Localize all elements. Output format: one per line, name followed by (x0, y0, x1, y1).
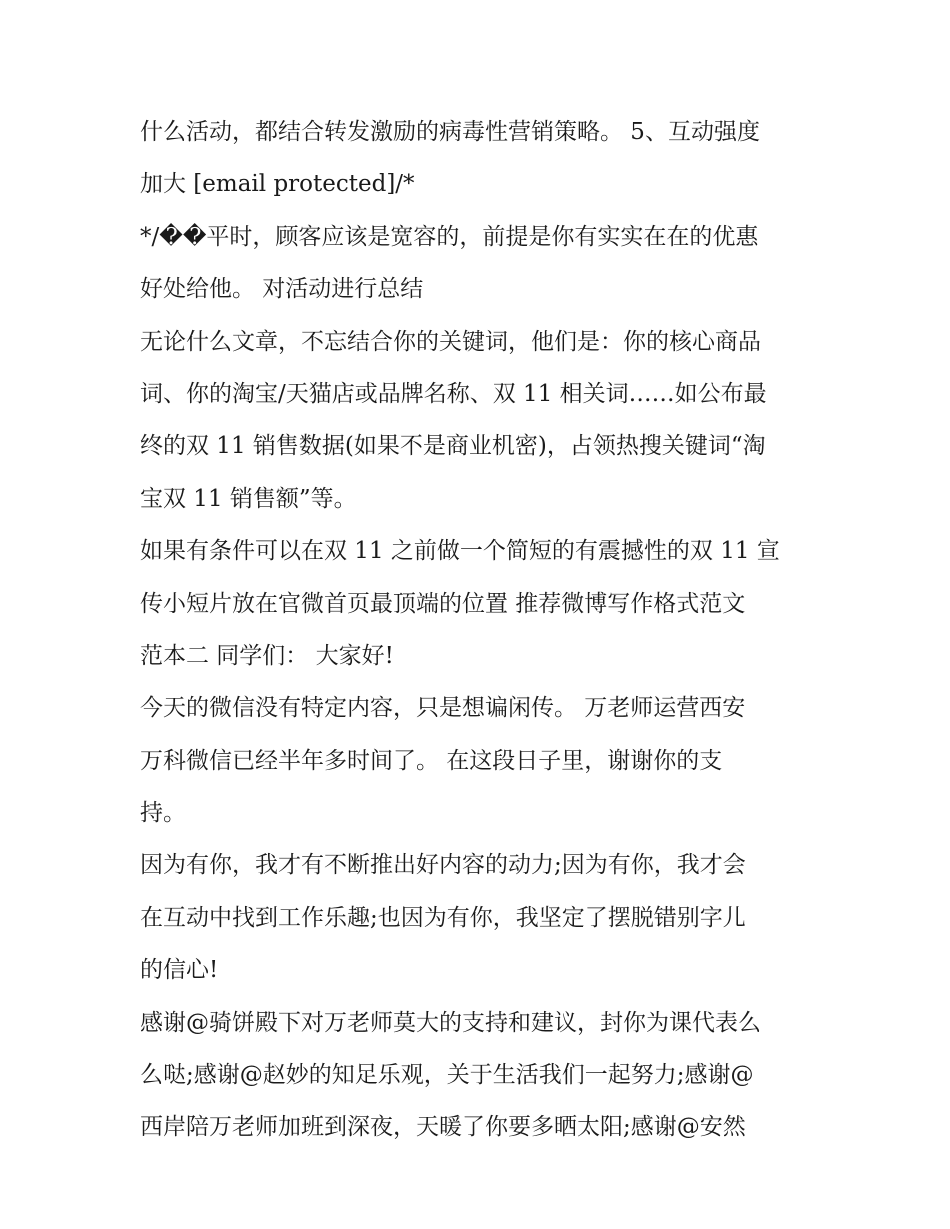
text-line: 什么活动，都结合转发激励的病毒性营销策略。 5、互动强度 (140, 119, 760, 145)
text-line: */��平时，顾客应该是宽容的，前提是你有实实在在的优惠 (140, 223, 759, 250)
text-line: 因为有你，我才有不断推出好内容的动力;因为有你，我才会 (140, 852, 746, 879)
text-line: 加大 [email protected]/* (140, 171, 415, 198)
text-line: 西岸陪万老师加班到深夜，天暖了你要多晒太阳;感谢@安然 (140, 1114, 746, 1141)
text-line: 传小短片放在官微首页最顶端的位置 推荐微博写作格式范文 (140, 590, 746, 617)
text-line: 么哒;感谢@赵妙的知足乐观，关于生活我们一起努力;感谢@ (140, 1062, 754, 1089)
paragraph (140, 839, 820, 996)
paragraph (140, 997, 820, 1154)
text-line: 无论什么文章，不忘结合你的关键词，他们是：你的核心商品 (140, 328, 761, 355)
text-line: 的信心! (140, 957, 219, 984)
text-line: 如果有条件可以在双 11 之前做一个简短的有震撼性的双 11 宣 (140, 538, 780, 565)
text-line: 词、你的淘宝/天猫店或品牌名称、双 11 相关词……如公布最 (140, 380, 767, 407)
paragraph (140, 682, 820, 839)
text-line: 宝双 11 销售额”等。 (140, 485, 357, 512)
text-line: 万科微信已经半年多时间了。 在这段日子里，谢谢你的支 (140, 747, 723, 774)
paragraph (140, 211, 820, 316)
text-line: 范本二 同学们： 大家好! (140, 642, 394, 669)
paragraph (140, 316, 820, 526)
paragraph (140, 525, 820, 682)
text-line: 感谢@骑饼殿下对万老师莫大的支持和建议，封你为课代表么 (140, 1009, 761, 1036)
text-line: 好处给他。 对活动进行总结 (140, 276, 424, 303)
document-body (140, 106, 820, 1154)
text-line: 今天的微信没有特定内容，只是想谝闲传。 万老师运营西安 (140, 695, 746, 722)
paragraph (140, 106, 820, 211)
text-line: 终的双 11 销售数据(如果不是商业机密)，占领热搜关键词“淘 (140, 433, 766, 460)
text-line: 在互动中找到工作乐趣;也因为有你，我坚定了摆脱错别字儿 (140, 904, 746, 931)
text-line: 持。 (140, 800, 186, 827)
